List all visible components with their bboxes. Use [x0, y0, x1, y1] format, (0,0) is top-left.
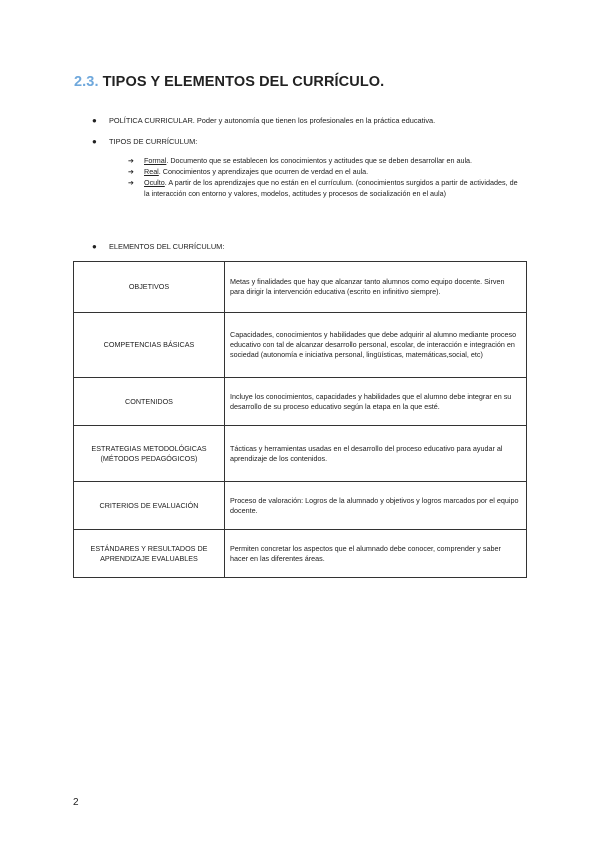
section-title: TIPOS Y ELEMENTOS DEL CURRÍCULO.	[102, 74, 385, 90]
row-key: CRITERIOS DE EVALUACIÓN	[74, 482, 225, 530]
table-row	[74, 378, 527, 426]
table-row	[74, 530, 527, 578]
table-row	[74, 482, 527, 530]
row-value: Tácticas y herramientas usadas en el desarrollo del proceso educativo para ayudar al aprendizaje de los contenidos.	[225, 426, 527, 482]
row-value: Permiten concretar los aspectos que el alumnado debe conocer, comprender y saber hacer en las diferentes áreas.	[225, 530, 527, 578]
curriculum-type-formal	[128, 156, 523, 167]
table-row	[74, 426, 527, 482]
bullet-text: POLÍTICA CURRICULAR. Poder y autonomía que tienen los profesionales en la práctica educativa.	[109, 116, 436, 125]
bullet-marker: ●	[92, 137, 97, 146]
page-number: 2	[73, 797, 79, 808]
curriculum-elements-table	[73, 261, 527, 578]
term-oculto: Oculto	[144, 178, 165, 187]
row-key: COMPETENCIAS BÁSICAS	[74, 313, 225, 378]
table-row	[74, 262, 527, 313]
arrow-icon: ➔	[128, 156, 135, 165]
row-key: CONTENIDOS	[74, 378, 225, 426]
row-value: Incluye los conocimientos, capacidades y habilidades que el alumno debe integrar en su desarrollo de su proceso educativo según la etapa en la que esté.	[225, 378, 527, 426]
row-key: OBJETIVOS	[74, 262, 225, 313]
curriculum-type-oculto	[128, 178, 523, 210]
bullet-text: TIPOS DE CURRÍCULUM:	[109, 137, 198, 146]
row-value: Proceso de valoración: Logros de la alumnado y objetivos y logros marcados por el equipo docente.	[225, 482, 527, 530]
row-key: ESTÁNDARES Y RESULTADOS DE APRENDIZAJE EVALUABLES	[74, 530, 225, 578]
section-heading	[74, 74, 384, 90]
bullet-text: ELEMENTOS DEL CURRÍCULUM:	[109, 242, 225, 251]
term-description: . A partir de los aprendizajes que no están en el currículum. (conocimientos surgidos a partir de actividades, de la interacción con entorno y valores, modelos, actitudes y procesos de socialización en el aula)	[144, 178, 518, 198]
term-description: . Documento que se establecen los conocimientos y actitudes que se deben desarrollar en aula.	[166, 156, 473, 165]
term-formal: Formal	[144, 156, 167, 165]
term-description: . Conocimientos y aprendizajes que ocurren de verdad en el aula.	[158, 167, 369, 176]
row-key: ESTRATEGIAS METODOLÓGICAS (MÉTODOS PEDAGÓGICOS)	[74, 426, 225, 482]
bullet-marker: ●	[92, 116, 97, 125]
row-value: Capacidades, conocimientos y habilidades que debe adquirir al alumno mediante proceso educativo con tal de alcanzar desarrollo personal, escolar, de interacción e integración en sociedad (autonomía e iniciativa personal, lingüísticas, matemáticas,social, etc)	[225, 313, 527, 378]
bullet-marker: ●	[92, 242, 97, 251]
arrow-icon: ➔	[128, 167, 135, 176]
curriculum-type-real	[128, 167, 523, 178]
arrow-icon: ➔	[128, 178, 135, 187]
term-real: Real	[144, 167, 159, 176]
table-row	[74, 313, 527, 378]
section-number: 2.3.	[74, 74, 99, 90]
row-value: Metas y finalidades que hay que alcanzar tanto alumnos como equipo docente. Sirven para dirigir la intervención educativa (escrito en infinitivo siempre).	[225, 262, 527, 313]
